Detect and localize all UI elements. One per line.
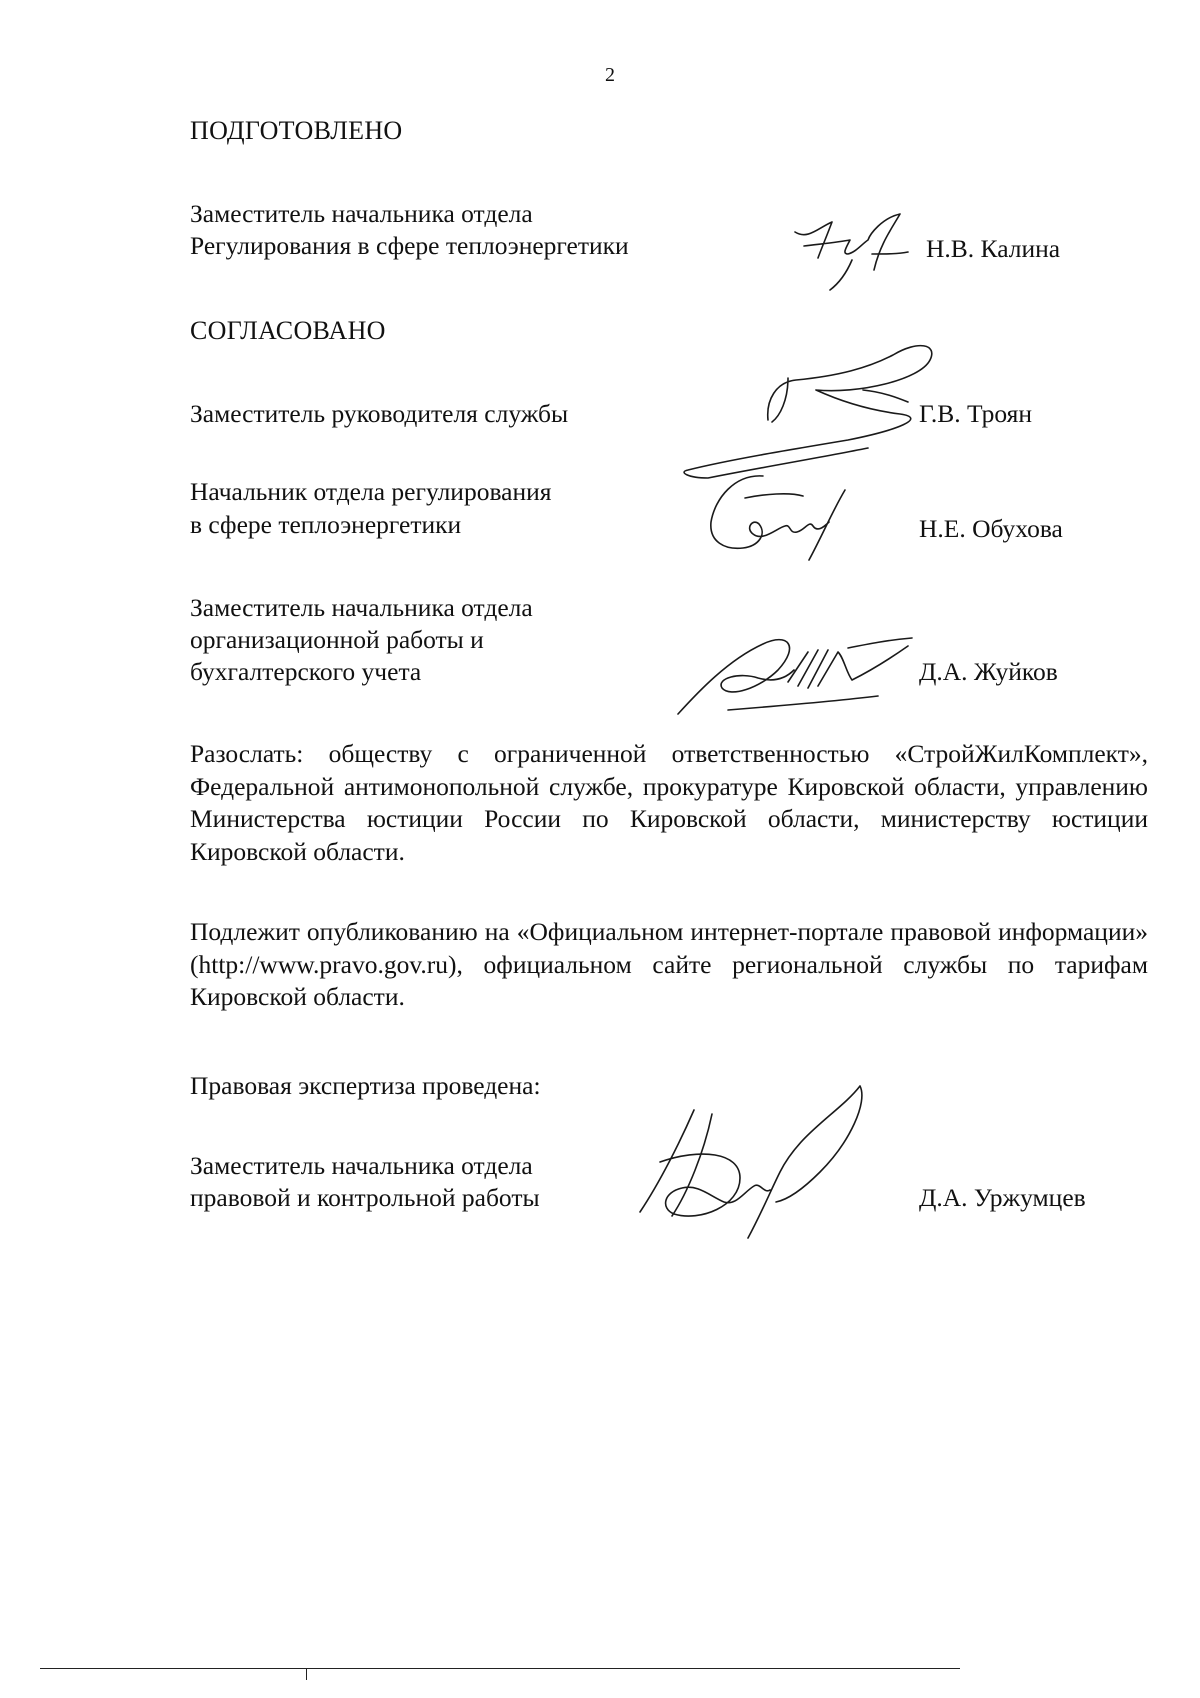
footer-rule (40, 1668, 960, 1669)
signer-obukhova-position-line2: в сфере теплоэнергетики (190, 510, 462, 539)
signature-kalina (790, 210, 915, 295)
prepared-position-line2: Регулирования в сфере теплоэнергетики (190, 231, 629, 260)
signer-zhuikov-position-line2: организационной работы и (190, 625, 484, 654)
signer-zhuikov-position-line3: бухгалтерского учета (190, 657, 422, 686)
prepared-heading: ПОДГОТОВЛЕНО (190, 116, 403, 145)
prepared-position-line1: Заместитель начальника отдела (190, 199, 533, 228)
signature-zhuikov (668, 622, 918, 722)
page-number: 2 (605, 64, 615, 86)
signer-obukhova-name: Н.Е. Обухова (919, 514, 1063, 543)
prepared-name: Н.В. Калина (926, 234, 1061, 263)
signature-troyan (668, 330, 938, 480)
signer-zhuikov-name: Д.А. Жуйков (919, 657, 1058, 686)
legal-review-heading: Правовая экспертиза проведена: (190, 1071, 541, 1100)
publication-paragraph: Подлежит опубликованию на «Официальном интернет-портале правовой информации» (http://www.pravo.gov.ru), официальном сайте региональной службы по тарифам Кировской области. (190, 917, 1148, 1011)
footer-tick (306, 1668, 307, 1680)
legal-review-position-line2: правовой и контрольной работы (190, 1183, 540, 1212)
legal-review-name: Д.А. Уржумцев (919, 1183, 1086, 1212)
agreed-heading: СОГЛАСОВАНО (190, 316, 386, 345)
signature-obukhova (705, 468, 855, 568)
signature-urzhumtsev (620, 1082, 880, 1242)
signer-zhuikov-position-line1: Заместитель начальника отдела (190, 593, 533, 622)
signer-troyan-position: Заместитель руководителя службы (190, 399, 569, 428)
distribution-paragraph: Разослать: обществу с ограниченной ответственностью «СтройЖилКомплект», Федеральной антимонопольной службе, прокуратуре Кировской области, управлению Министерства юстиции России по Кировской области, министерству юстиции Кировской области. (190, 739, 1148, 866)
legal-review-position-line1: Заместитель начальника отдела (190, 1151, 533, 1180)
signer-troyan-name: Г.В. Троян (919, 399, 1032, 428)
signer-obukhova-position-line1: Начальник отдела регулирования (190, 477, 552, 506)
